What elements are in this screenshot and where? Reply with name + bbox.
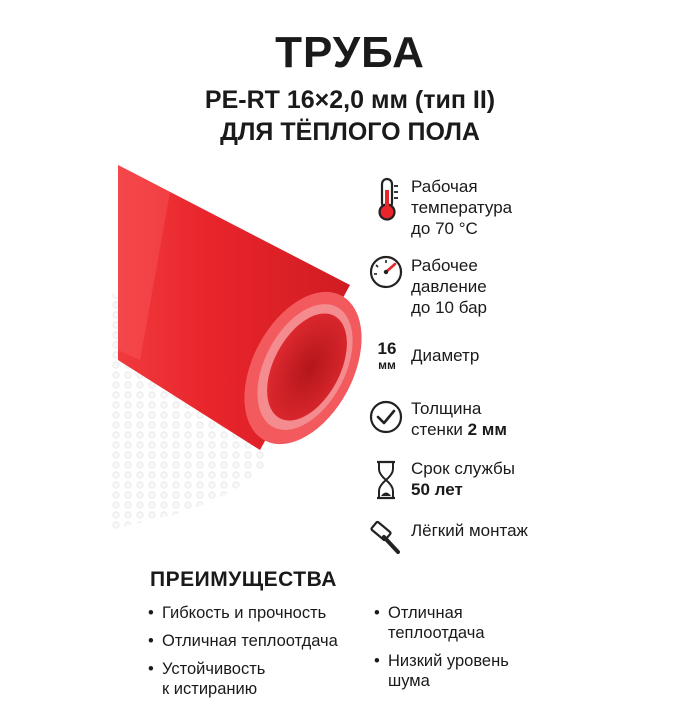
feature-service-life	[368, 458, 688, 518]
feature-line: температура	[411, 198, 513, 217]
thermometer-icon	[368, 176, 406, 222]
feature-line: Рабочая	[411, 177, 478, 196]
feature-line: до 10 бар	[411, 298, 487, 317]
feature-line: Рабочее	[411, 256, 478, 275]
diameter-unit: мм	[378, 358, 396, 372]
feature-easy-install	[368, 520, 688, 580]
feature-wall-thickness	[368, 398, 688, 458]
list-item: • Низкий уровень шума	[374, 651, 574, 691]
hourglass-icon	[368, 458, 406, 504]
feature-bold-value: 2 мм	[467, 420, 507, 439]
feature-diameter	[368, 345, 688, 405]
list-item: • Устойчивость к истиранию	[148, 659, 378, 699]
feature-line: Диаметр	[411, 346, 480, 365]
feature-temperature	[368, 176, 688, 236]
list-item: • Гибкость и прочность	[148, 603, 378, 623]
feature-line: давление	[411, 277, 487, 296]
feature-bold-value: 50 лет	[411, 480, 463, 499]
feature-line: Толщина	[411, 399, 482, 418]
pressure-gauge-icon	[368, 255, 406, 301]
feature-line: стенки	[411, 420, 463, 439]
product-purpose: ДЛЯ ТЁПЛОГО ПОЛА	[220, 118, 480, 146]
advantages-list-left	[148, 603, 378, 707]
feature-line: до 70 °С	[411, 219, 478, 238]
hammer-icon	[368, 520, 406, 566]
advantages-list-right	[374, 603, 574, 699]
feature-line: Лёгкий монтаж	[411, 521, 528, 540]
checkmark-icon	[368, 398, 406, 444]
pipe-image	[110, 160, 370, 530]
feature-line: Срок службы	[411, 459, 515, 478]
list-item: • Отличная теплоотдача	[148, 631, 378, 651]
diameter-value: 16	[377, 339, 397, 358]
advantages-title: ПРЕИМУЩЕСТВА	[150, 568, 337, 591]
feature-pressure	[368, 255, 688, 315]
list-item: • Отличная теплоотдача	[374, 603, 574, 643]
product-spec: PE-RT 16×2,0 мм (тип II)	[204, 86, 496, 114]
page-title: ТРУБА	[275, 28, 425, 77]
